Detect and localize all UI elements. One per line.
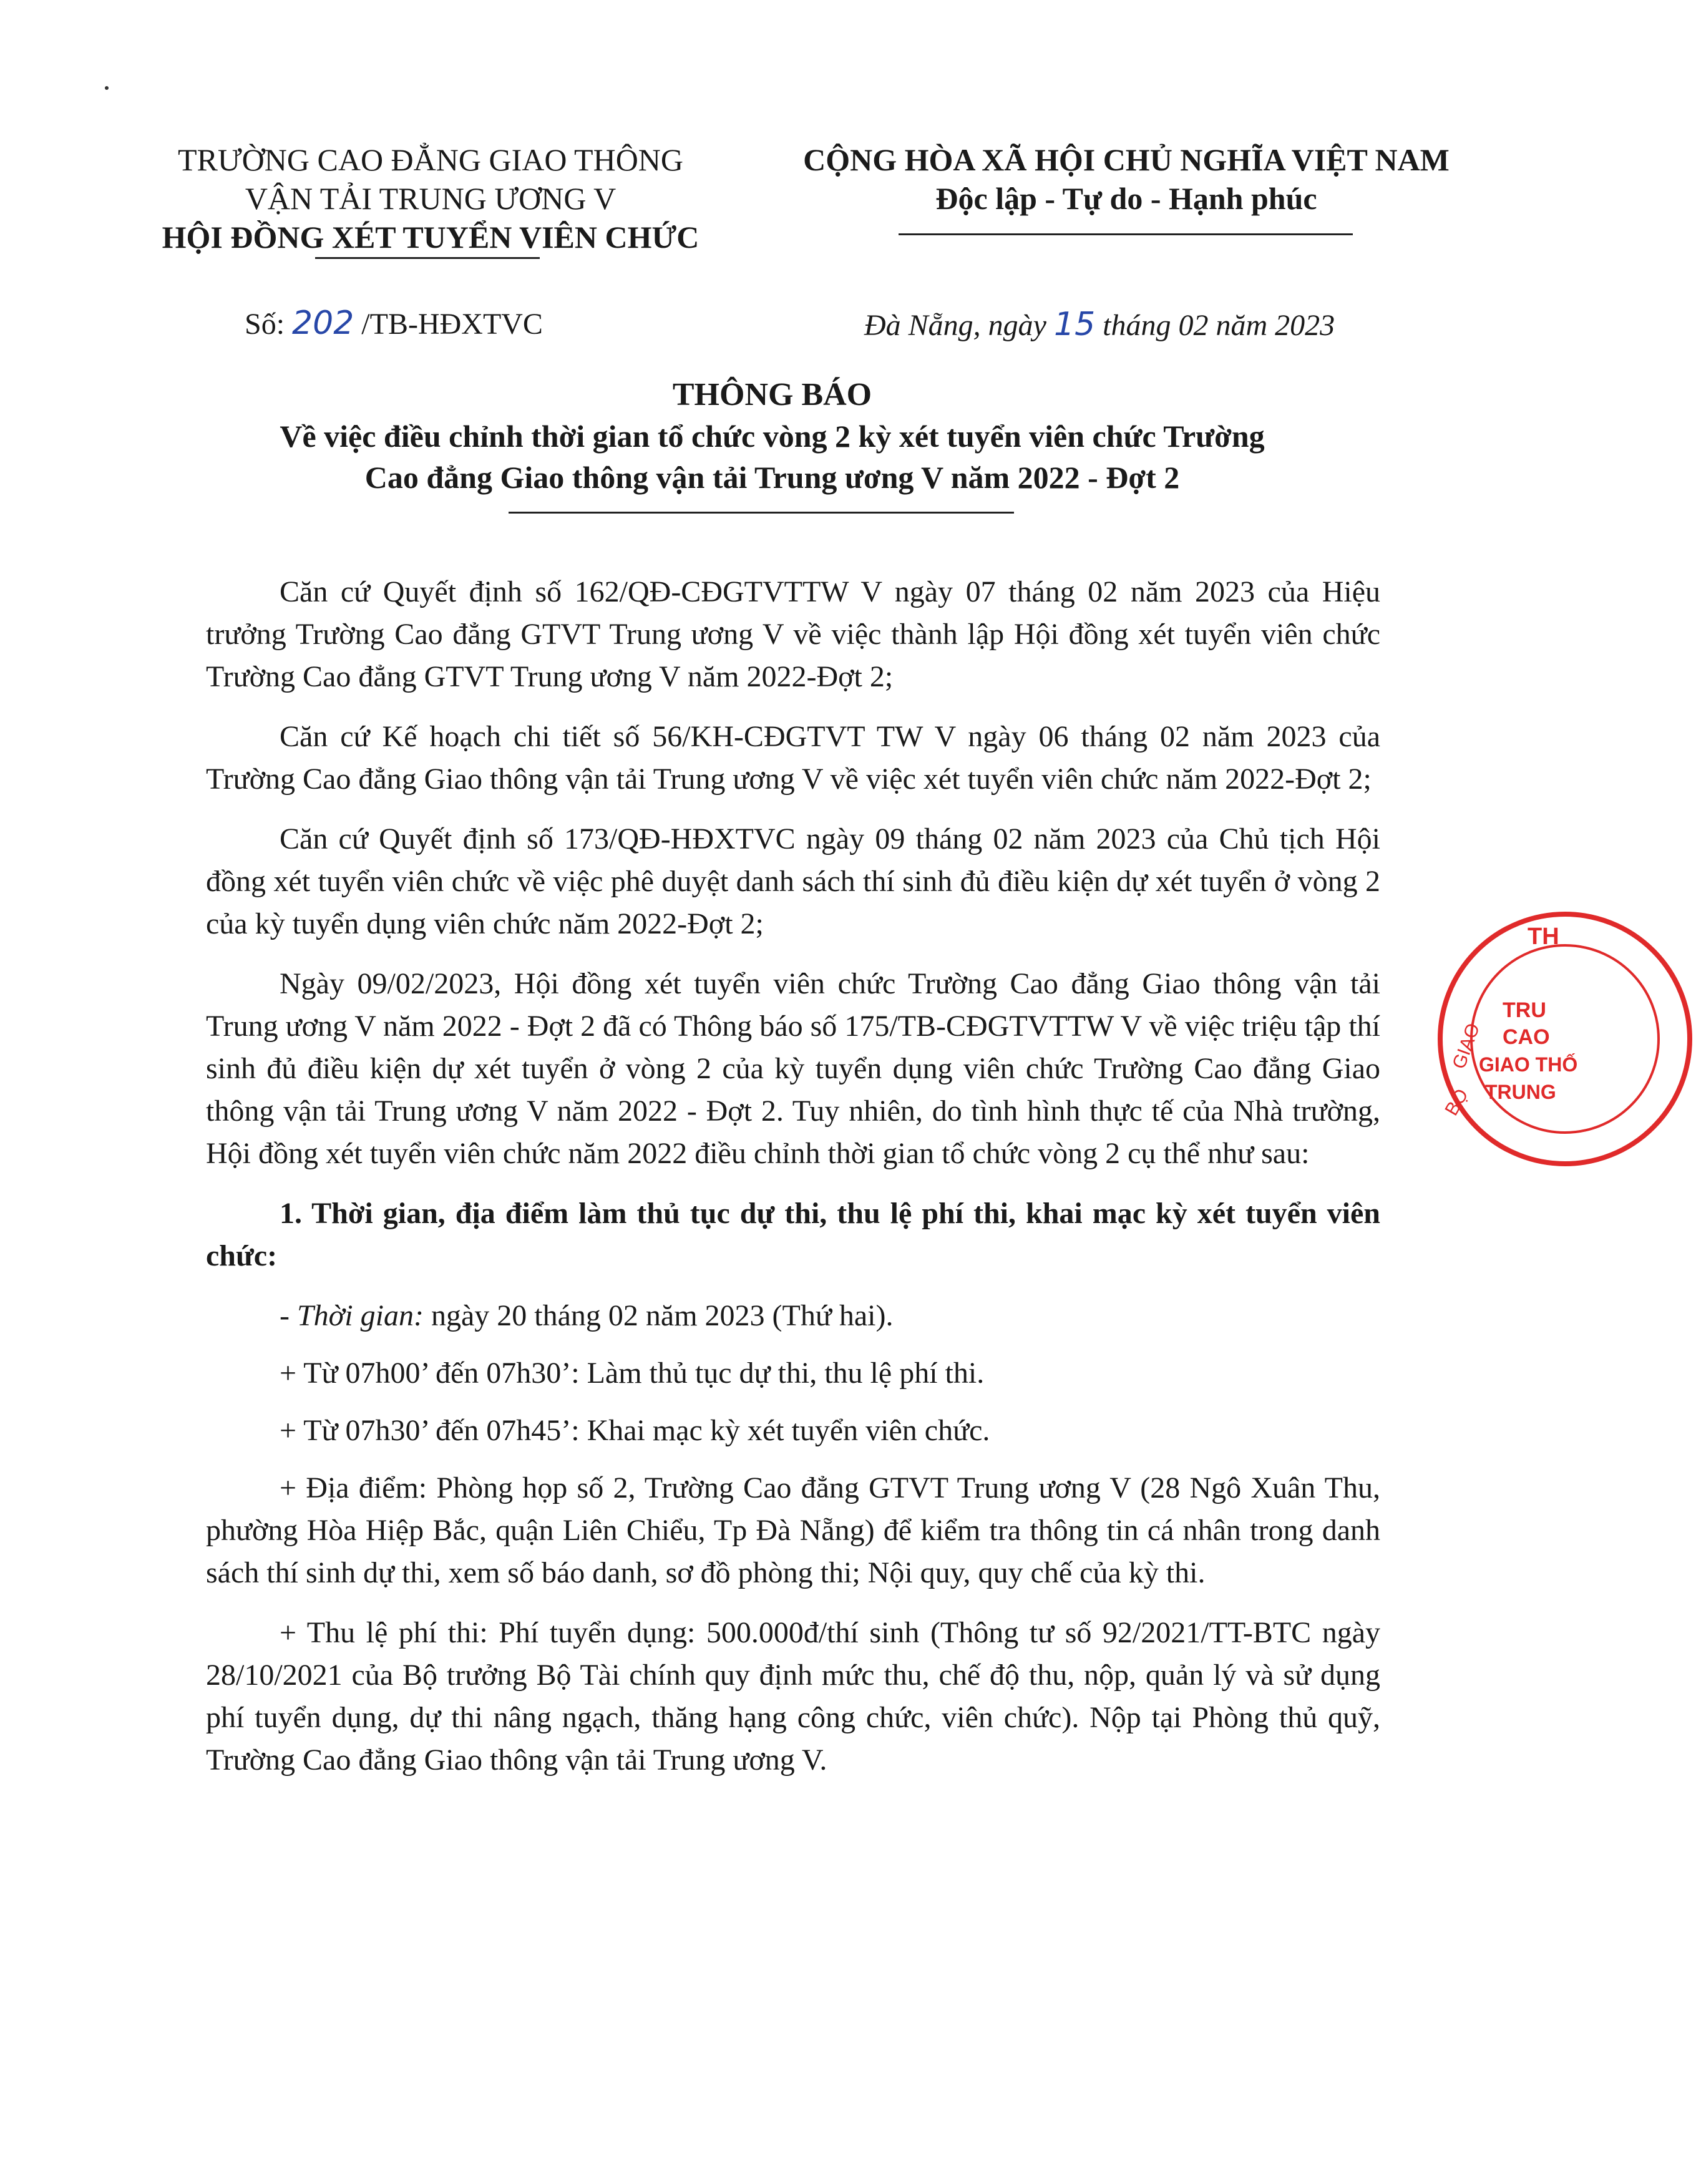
- stamp-ring-bottom-text: BỘ: [1441, 1085, 1473, 1119]
- official-seal-stamp: [1434, 908, 1696, 1170]
- title-subject-line-1: Về việc điều chỉnh thời gian tổ chức vòng 2 kỳ xét tuyển viên chức Trường: [280, 419, 1265, 454]
- time-line: [206, 1295, 1380, 1337]
- date-prefix: Đà Nẵng, ngày: [864, 309, 1046, 342]
- org-underline: [315, 257, 540, 259]
- fee-paragraph: + Thu lệ phí thi: Phí tuyển dụng: 500.000đ/thí sinh (Thông tư số 92/2021/TT-BTC ngày 28/10/2021 của Bộ trưởng Bộ Tài chính quy định mức thu, chế độ thu, nộp, quản lý và sử dụng phí tuyển dụng, dự thi nâng ngạch, thăng hạng công chức, viên chức). Nộp tại Phòng thủ quỹ, Trường Cao đẳng Giao thông vận tải Trung ương V.: [206, 1616, 1380, 1777]
- issuing-organization: [119, 140, 743, 256]
- date-suffix: tháng 02 năm 2023: [1103, 309, 1335, 342]
- national-motto: [768, 140, 1485, 218]
- handwritten-number: 202: [292, 305, 354, 342]
- org-line-3: HỘI ĐỒNG XÉT TUYỂN VIÊN CHỨC: [162, 220, 699, 255]
- document-number: [245, 305, 543, 342]
- scan-dot: [105, 86, 109, 90]
- country-name: CỘNG HÒA XÃ HỘI CHỦ NGHĨA VIỆT NAM: [803, 142, 1450, 177]
- org-line-2: VẬN TẢI TRUNG ƯƠNG V: [245, 181, 617, 216]
- paragraph-legal-basis-2: Căn cứ Kế hoạch chi tiết số 56/KH-CĐGTVT TW V ngày 06 tháng 02 năm 2023 của Trường Cao đẳng Giao thông vận tải Trung ương V về việc xét tuyển viên chức năm 2022-Đợt 2;: [206, 720, 1380, 796]
- stamp-center-line-3: GIAO THỐ: [1479, 1053, 1578, 1076]
- document-date: [864, 306, 1335, 343]
- stamp-ring-top-text: TH: [1528, 924, 1559, 950]
- paragraph-legal-basis-3: Căn cứ Quyết định số 173/QĐ-HĐXTVC ngày 09 tháng 02 năm 2023 của Chủ tịch Hội đồng xét tuyển viên chức về việc phê duyệt danh sách thí sinh đủ điều kiện dự xét tuyển ở vòng 2 của kỳ tuyển dụng viên chức năm 2022-Đợt 2;: [206, 822, 1380, 940]
- stamp-ring-left-text: GIAO: [1448, 1020, 1484, 1072]
- title-main: THÔNG BÁO: [672, 377, 872, 412]
- handwritten-day: 15: [1053, 306, 1096, 343]
- motto: Độc lập - Tự do - Hạnh phúc: [935, 181, 1317, 216]
- stamp-center-line-2: CAO: [1503, 1025, 1550, 1049]
- time-label: - Thời gian:: [280, 1299, 424, 1332]
- section-1-heading: 1. Thời gian, địa điểm làm thủ tục dự thi, thu lệ phí thi, khai mạc kỳ xét tuyển viên chức:: [206, 1197, 1380, 1272]
- title-subject-line-2: Cao đẳng Giao thông vận tải Trung ương V năm 2022 - Đợt 2: [364, 460, 1180, 495]
- paragraph-notice: Ngày 09/02/2023, Hội đồng xét tuyển viên chức Trường Cao đẳng Giao thông vận tải Trung ương V năm 2022 - Đợt 2 đã có Thông báo số 175/TB-CĐGTVTTW V về việc triệu tập thí sinh đủ điều kiện dự xét tuyển ở vòng 2 của kỳ tuyển dụng viên chức Trường Cao đẳng Giao thông vận tải Trung ương V năm 2022 - Đợt 2. Tuy nhiên, do tình hình thực tế của Nhà trường, Hội đồng xét tuyển viên chức năm 2022 điều chỉnh thời gian tổ chức vòng 2 cụ thể như sau:: [206, 967, 1380, 1170]
- schedule-item-2: + Từ 07h30’ đến 07h45’: Khai mạc kỳ xét tuyển viên chức.: [280, 1414, 990, 1447]
- stamp-center-line-4: TRUNG: [1485, 1081, 1556, 1103]
- motto-underline: [899, 233, 1353, 235]
- number-suffix: /TB-HĐXTVC: [361, 308, 543, 341]
- stamp-inner-ring: [1471, 945, 1659, 1133]
- document-title: [125, 374, 1420, 498]
- document-body: [206, 571, 1380, 1799]
- location-paragraph: + Địa điểm: Phòng họp số 2, Trường Cao đẳng GTVT Trung ương V (28 Ngô Xuân Thu, phường Hòa Hiệp Bắc, quận Liên Chiểu, Tp Đà Nẵng) để kiểm tra thông tin cá nhân trong danh sách thí sinh dự thi, xem số báo danh, sơ đồ phòng thi; Nội quy, quy chế của kỳ thi.: [206, 1471, 1380, 1589]
- time-value: ngày 20 tháng 02 năm 2023 (Thứ hai).: [431, 1299, 894, 1332]
- title-underline: [509, 512, 1014, 514]
- org-line-1: TRƯỜNG CAO ĐẲNG GIAO THÔNG: [177, 142, 684, 177]
- schedule-item-1: + Từ 07h00’ đến 07h30’: Làm thủ tục dự thi, thu lệ phí thi.: [280, 1357, 985, 1390]
- stamp-center-line-1: TRU: [1503, 998, 1546, 1022]
- paragraph-legal-basis-1: Căn cứ Quyết định số 162/QĐ-CĐGTVTTW V ngày 07 tháng 02 năm 2023 của Hiệu trưởng Trường Cao đẳng GTVT Trung ương V về việc thành lập Hội đồng xét tuyển viên chức Trường Cao đẳng GTVT Trung ương V năm 2022-Đợt 2;: [206, 575, 1380, 693]
- number-prefix: Số:: [245, 308, 285, 341]
